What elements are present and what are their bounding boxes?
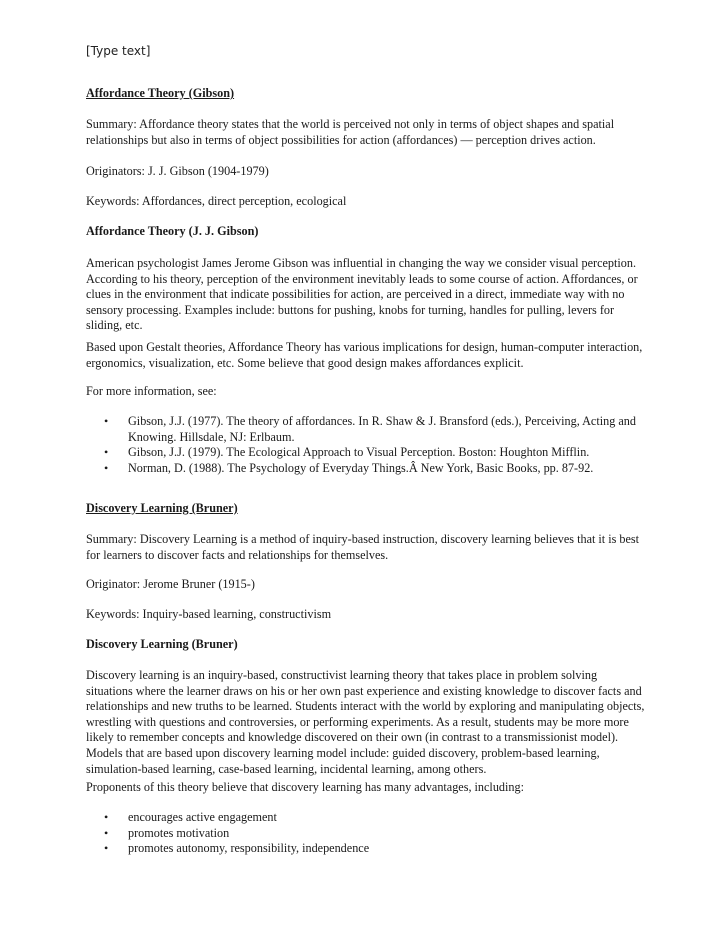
bullet-icon: • [104, 841, 109, 856]
list-item [86, 841, 646, 857]
more-info-line: For more information, see: [86, 384, 217, 398]
advantage-text: promotes autonomy, responsibility, independence [128, 841, 370, 856]
reference-text: Gibson, J.J. (1979). The Ecological Approach to Visual Perception. Boston: Houghton Mifflin. [128, 445, 590, 460]
bullet-icon: • [104, 445, 109, 460]
keywords-line: Keywords: Affordances, direct perception, ecological [86, 194, 347, 208]
list-item [86, 414, 646, 445]
bullet-icon: • [104, 414, 109, 428]
subheading-discovery: Discovery Learning (Bruner) [86, 637, 238, 651]
originators-line: Originators: J. J. Gibson (1904-1979) [86, 164, 269, 178]
body-paragraph: Based upon Gestalt theories, Affordance Theory has various implications for design, human-computer interaction, ergonomics, visualization, etc. Some believe that good design makes affordances explicit. [86, 340, 643, 370]
list-item [86, 445, 646, 461]
advantages-list [86, 810, 646, 857]
subheading-affordance: Affordance Theory (J. J. Gibson) [86, 224, 259, 238]
summary-paragraph: Summary: Discovery Learning is a method of inquiry-based instruction, discovery learning believes that it is best for learners to discover facts and relationships for themselves. [86, 532, 640, 562]
section-heading-affordance: Affordance Theory (Gibson) [86, 86, 235, 100]
section-heading-discovery: Discovery Learning (Bruner) [86, 501, 238, 515]
advantage-text: encourages active engagement [128, 810, 277, 824]
bullet-icon: • [104, 460, 109, 475]
reference-text: Gibson, J.J. (1977). The theory of affordances. In R. Shaw & J. Bransford (eds.), Perceiving, Acting and Knowing. Hillsdale, NJ: Erlbaum. [128, 414, 636, 444]
list-item [86, 826, 646, 842]
keywords-line: Keywords: Inquiry-based learning, constructivism [86, 607, 332, 621]
references-list [86, 414, 646, 476]
list-item [86, 461, 646, 477]
summary-paragraph: Summary: Affordance theory states that the world is perceived not only in terms of object shapes and spatial relationships but also in terms of object possibilities for action (affordances) — perception drives action. [86, 117, 615, 147]
body-paragraph: Discovery learning is an inquiry-based, constructivist learning theory that takes place in problem solving situations where the learner draws on his or her own past experience and existing knowledge to discover facts and relationships and new truths to be learned. Students interact with the world by exploring and manipulating objects, wrestling with questions and controversies, or performing experiments. As a result, students may be more more likely to remember concepts and knowledge discovered on their own (in contrast to a transmissionist model). Models that are based upon discovery learning model include: guided discovery, problem-based learning, simulation-based learning, case-based learning, incidental learning, among others. [86, 668, 645, 776]
bullet-icon: • [104, 825, 109, 840]
originator-line: Originator: Jerome Bruner (1915-) [86, 577, 255, 591]
proponents-line: Proponents of this theory believe that discovery learning has many advantages, including: [86, 780, 524, 794]
list-item [86, 810, 646, 826]
bullet-icon: • [104, 810, 109, 824]
advantage-text: promotes motivation [128, 825, 230, 840]
body-paragraph: American psychologist James Jerome Gibson was influential in changing the way we consider visual perception. According to his theory, perception of the environment inevitably leads to some course of action. Affordances, or clues in the environment that indicate possibilities for action, are perceived in a direct, immediate way with no sensory processing. Examples include: buttons for pushing, knobs for turning, handles for pulling, levers for sliding, etc. [86, 256, 638, 333]
page-header: [Type text] [86, 44, 151, 58]
reference-text: Norman, D. (1988). The Psychology of Everyday Things.Â New York, Basic Books, pp. 87-92. [128, 460, 594, 475]
